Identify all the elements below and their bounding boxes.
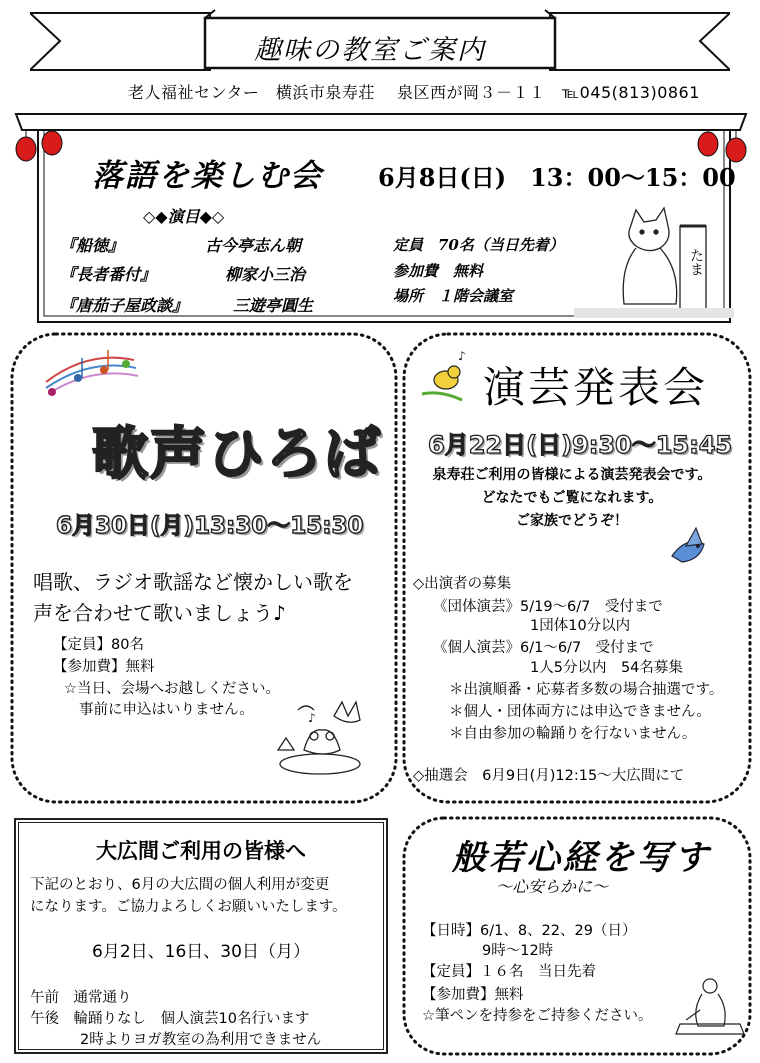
- hannya-capacity: 【定員】１６名 当日先着: [422, 964, 596, 980]
- hall-morning: 午前 通常通り: [30, 990, 132, 1006]
- hall-afternoon: 午後 輪踊りなし 個人演芸10名行います: [30, 1011, 310, 1027]
- utagoe-fee: 【参加費】無料: [53, 659, 155, 675]
- engei-note: ＊個人・団体両方には申込できません。: [449, 704, 711, 720]
- rakugo-title: 落語を楽しむ会: [92, 158, 323, 194]
- program-work: 『唐茄子屋政談』: [60, 296, 189, 315]
- engei-note: ＊自由参加の輪踊りを行ないません。: [449, 726, 697, 742]
- hannya-note: ☆筆ペンを持参をご持参ください。: [422, 1008, 653, 1024]
- utagoe-description: 声を合わせて歌いましょう♪: [33, 601, 286, 625]
- engei-title: 演芸発表会: [483, 363, 709, 412]
- program-performer: 柳家小三治: [225, 265, 306, 284]
- individual-performance: 《個人演芸》6/1～6/7 受付まで: [433, 640, 654, 656]
- group-performance: 《団体演芸》5/19～6/7 受付まで: [433, 599, 663, 615]
- utagoe-capacity: 【定員】80名: [53, 637, 144, 653]
- rakugo-capacity: 定員 70名（当日先着）: [393, 236, 564, 254]
- utagoe-date: 6月30日(月)13:30～15:30: [56, 513, 364, 539]
- center-address: 老人福祉センター 横浜市泉寿荘 泉区西が岡３－１１ ℡045(813)0861: [128, 83, 700, 102]
- bird-branch-icon: [422, 349, 466, 400]
- engei-date: 6月22日(日)9:30～15:45: [428, 431, 733, 459]
- calligrapher-icon: [676, 979, 744, 1034]
- hannya-datetime: 【日時】6/1、8、22、29（日）: [422, 923, 637, 939]
- program-performer: 三遊亭圓生: [233, 296, 314, 315]
- group-detail: 1団体10分以内: [530, 618, 631, 634]
- program-heading: ◇◆演目◆◇: [143, 207, 225, 226]
- hall-text: 下記のとおり、6月の大広間の個人利用が変更: [30, 877, 330, 893]
- frog-lotus-icon: [278, 702, 360, 774]
- engei-intro: どなたでもご覧になれます。: [481, 490, 663, 506]
- utagoe-note: 事前に申込はいりません。: [79, 702, 254, 718]
- utagoe-note: ☆当日、会場へお越しください。: [64, 681, 280, 697]
- rakugo-fee: 参加費 無料: [393, 262, 484, 280]
- engei-note: ＊出演順番・応募者多数の場合抽選です。: [449, 682, 724, 698]
- hannya-subtitle: ～心安らかに～: [496, 877, 609, 896]
- hannya-title: 般若心経を写す: [452, 838, 711, 878]
- hall-text: になります。ご協力よろしくお願いいたします。: [30, 899, 347, 915]
- program-work: 『長者番付』: [60, 265, 157, 284]
- engei-intro: ご家族でどうぞ！: [516, 513, 628, 529]
- hall-title: 大広間ご利用の皆様へ: [96, 839, 306, 863]
- recruit-heading: ◇出演者の募集: [413, 576, 512, 592]
- rakugo-location: 場所 １階会議室: [393, 287, 514, 305]
- hall-dates: 6月2日、16日、30日（月）: [92, 942, 310, 962]
- hannya-time: 9時～12時: [482, 943, 554, 959]
- page-title: 趣味の教室ご案内: [254, 35, 486, 66]
- utagoe-description: 唱歌、ラジオ歌謡など懐かしい歌を: [33, 570, 353, 594]
- rakugo-datetime: 6月8日(日) 13：00～15：00: [378, 163, 736, 192]
- cat-name-label: たま: [688, 248, 704, 276]
- hannya-fee: 【参加費】無料: [422, 987, 524, 1003]
- utagoe-title: 歌声ひろば: [92, 422, 382, 487]
- engei-intro: 泉寿荘ご利用の皆様による演芸発表会です。: [432, 467, 712, 483]
- svg-text:♪: ♪: [458, 349, 466, 363]
- blue-bird-icon: [672, 528, 704, 562]
- individual-detail: 1人5分以内 54名募集: [530, 660, 683, 676]
- svg-text:♪: ♪: [308, 711, 316, 725]
- program-work: 『船徳』: [60, 236, 125, 255]
- hall-afternoon-note: 2時よりヨガ教室の為利用できません: [80, 1032, 322, 1048]
- music-notes-icon: [46, 350, 138, 396]
- program-performer: 古今亭志ん朝: [205, 236, 302, 255]
- lottery-info: ◇抽選会 6月9日(月)12:15～大広間にて: [413, 768, 685, 784]
